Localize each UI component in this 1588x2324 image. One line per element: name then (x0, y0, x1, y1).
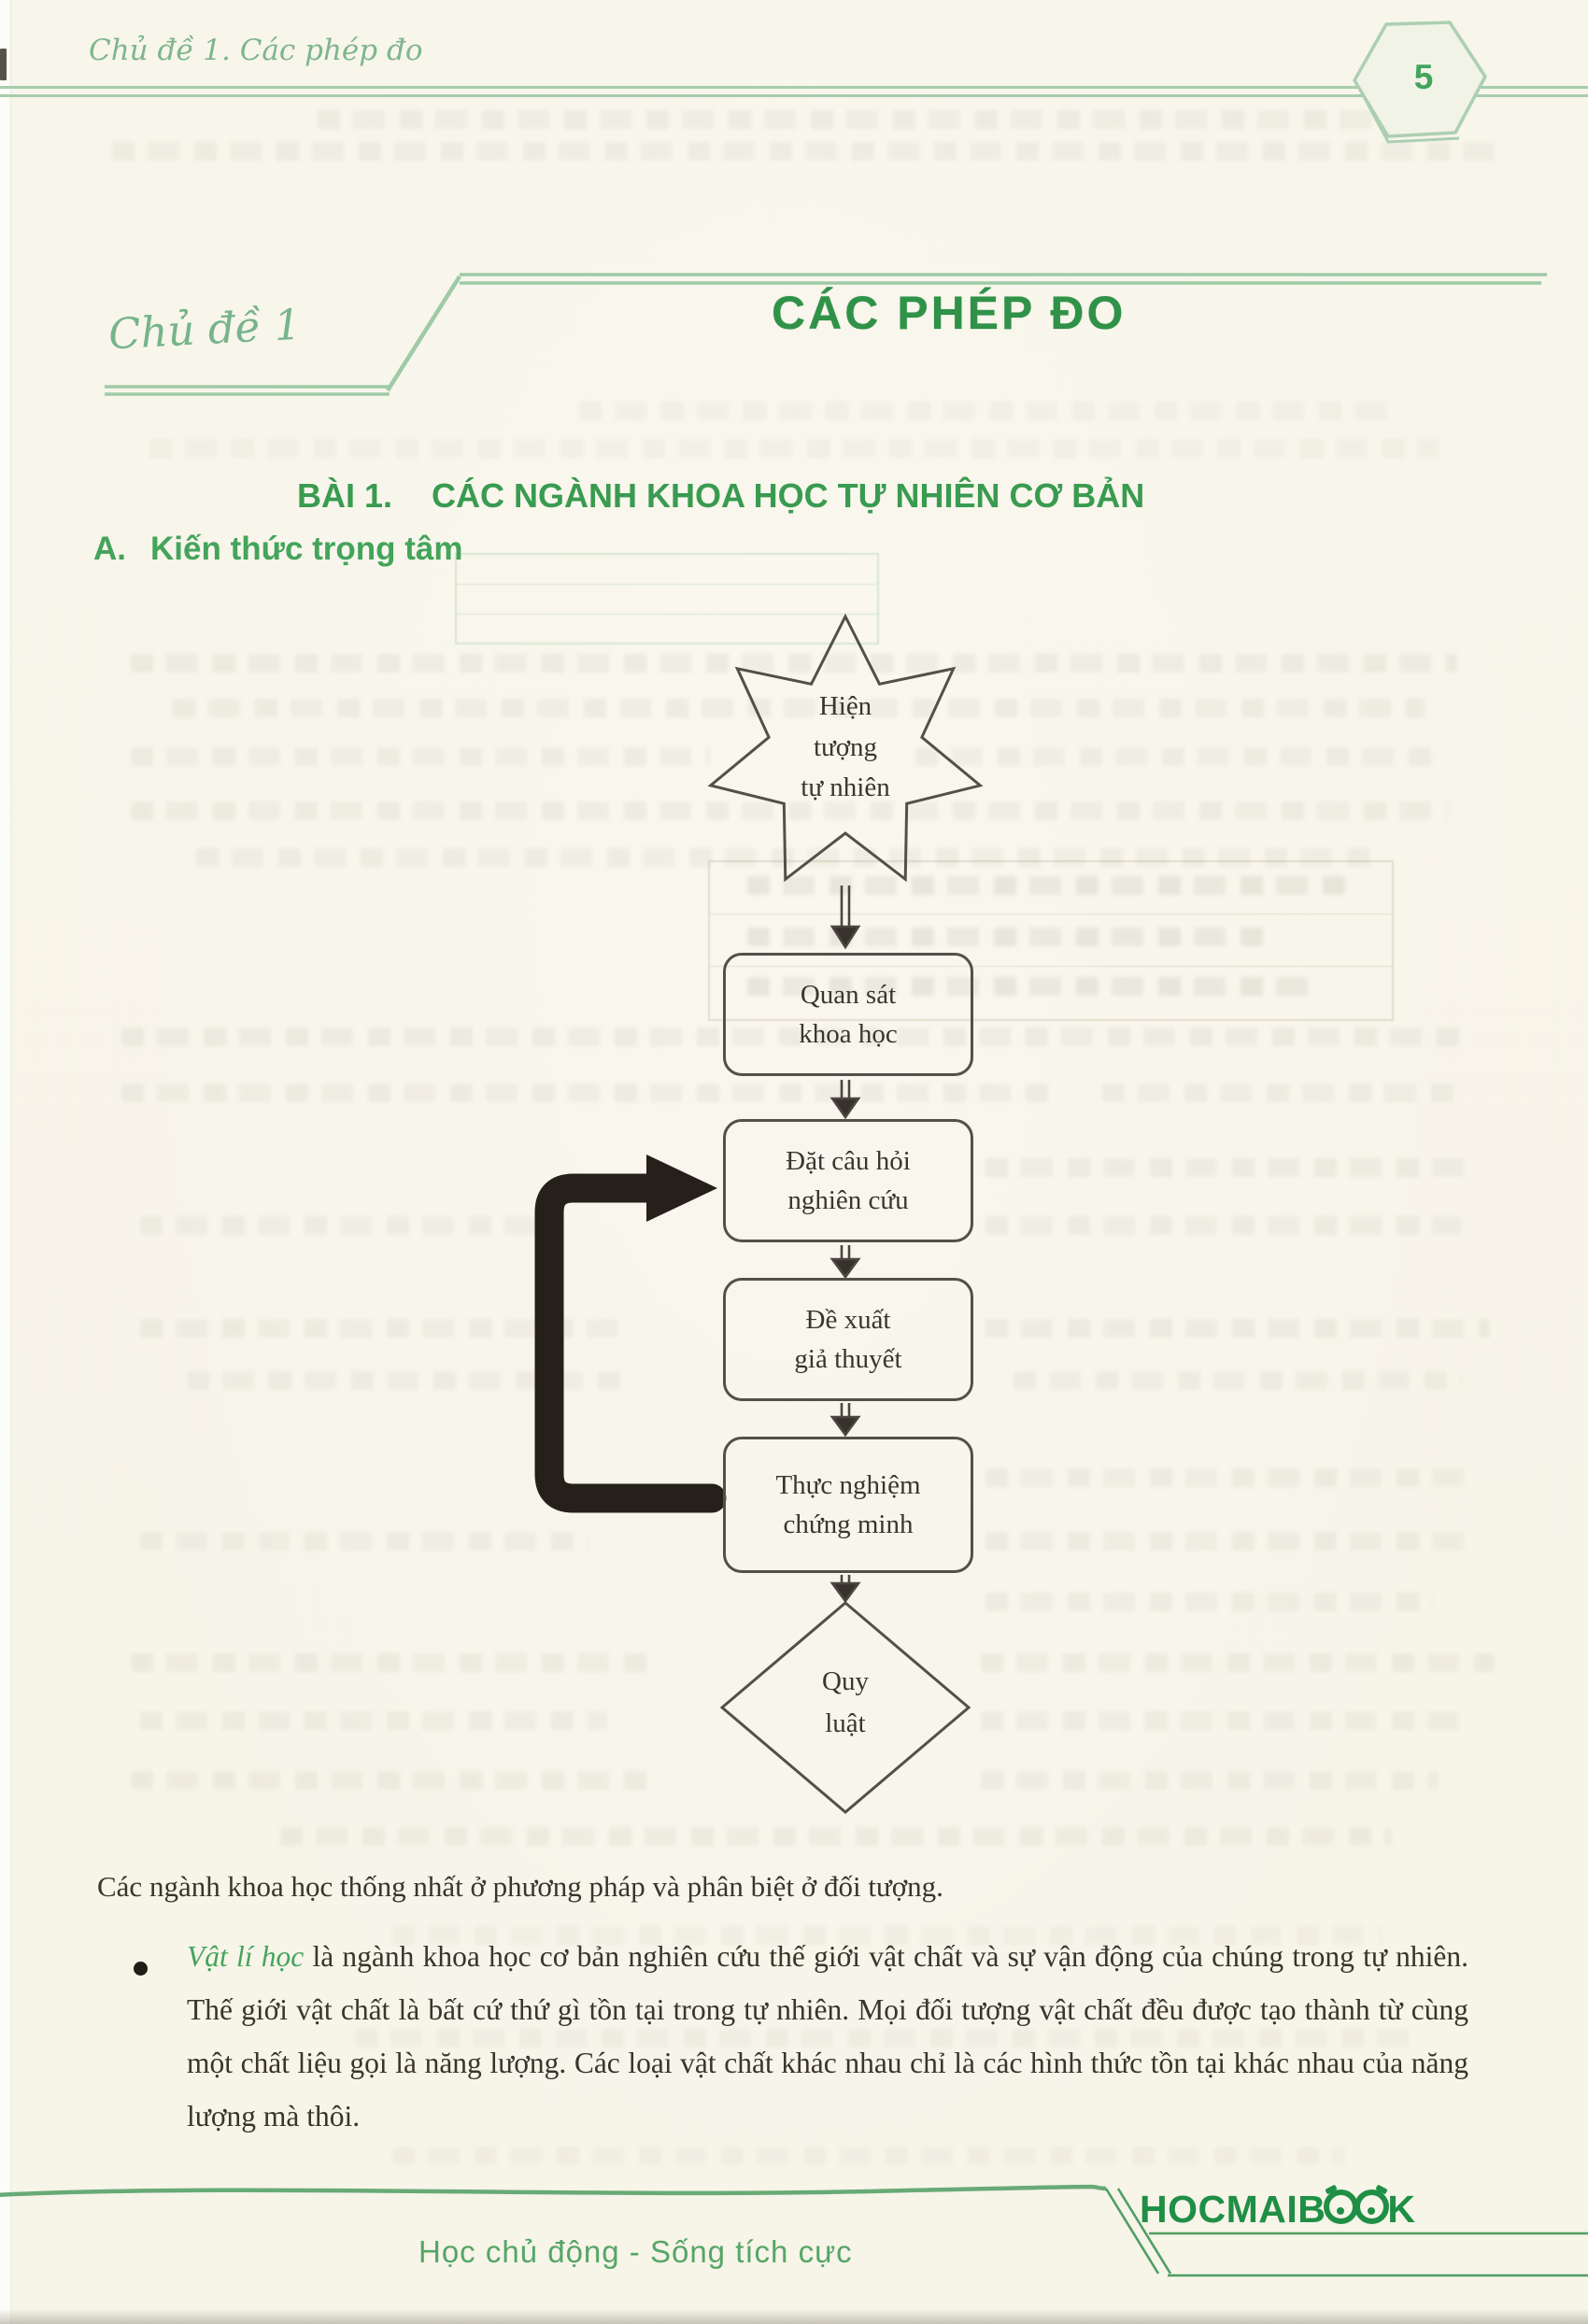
section-title: Kiến thức trọng tâm (150, 531, 463, 567)
bleedthrough-text-line (1102, 1084, 1457, 1102)
bleedthrough-text-line (140, 1319, 626, 1338)
lesson-heading (297, 476, 1144, 516)
star-label: Hiện tượng tự nhiên (801, 691, 890, 802)
section-letter: A. (93, 531, 126, 567)
bleedthrough-text-line (131, 1653, 654, 1672)
step-box-de-xuat: Đề xuất giả thuyết (723, 1278, 973, 1401)
page-number: 5 (1413, 58, 1434, 96)
step-box-thuc-nghiem: Thực nghiệm chứng minh (723, 1437, 973, 1573)
bleedthrough-text-line (915, 747, 1439, 766)
bleedthrough-text-line (392, 2147, 1345, 2165)
bleedthrough-text-line (1014, 1371, 1462, 1390)
bleedthrough-text-line (985, 1532, 1471, 1551)
bleedthrough-text-line (981, 1653, 1495, 1672)
bleedthrough-text-line (121, 1084, 1056, 1102)
bleedthrough-text-line (149, 439, 1439, 458)
bleedthrough-text-line (131, 654, 1457, 673)
bleedthrough-text-line (280, 1827, 1392, 1846)
owl-eye-icon (1354, 2189, 1389, 2224)
header-breadcrumb: Chủ đề 1. Các phép đo (89, 34, 423, 67)
bleedthrough-text-line (985, 1216, 1462, 1235)
bleedthrough-text-line (985, 1593, 1434, 1611)
brand-logo-text-left: HOCMAIB (1140, 2188, 1326, 2231)
bullet-item (187, 1930, 1468, 2143)
bleedthrough-text-line (131, 747, 710, 766)
bleedthrough-text-line (985, 1158, 1471, 1177)
bleedthrough-text-line (981, 1771, 1439, 1790)
bleedthrough-text-line (140, 1216, 560, 1235)
bullet-marker (134, 1962, 148, 1976)
bleedthrough-table-green (455, 553, 879, 645)
bleedthrough-text-line (196, 848, 1382, 867)
lesson-number: BÀI 1. (297, 476, 393, 515)
lesson-title: CÁC NGÀNH KHOA HỌC TỰ NHIÊN CƠ BẢN (432, 476, 1145, 515)
brand-logo (1140, 2188, 1415, 2232)
bleedthrough-text-line (985, 1468, 1471, 1487)
step-box-dat-cau-hoi: Đặt câu hỏi nghiên cứu (723, 1119, 973, 1242)
bleedthrough-text-line (318, 110, 1420, 129)
section-heading (93, 531, 463, 568)
bullet-text: là ngành khoa học cơ bản nghiên cứu thế giới vật chất và sự vận động của chúng trong tự nhiên. Thế giới vật chất là bất cứ thứ gì tồn tại trong tự nhiên. Mọi đối tượng vật chất đều được tạo thành từ cùng một chất liệu gọi là năng lượng. Các loại vật chất khác nhau chỉ là các hình thức tồn tại khác nhau của năng lượng mà thôi. (187, 1940, 1468, 2133)
bullet-term: Vật lí học (187, 1940, 305, 1973)
bleedthrough-text-line (747, 928, 1270, 946)
bleedthrough-text-line (985, 1319, 1490, 1338)
bleedthrough-text-line (981, 1711, 1467, 1730)
intro-paragraph: Các ngành khoa học thống nhất ở phương pháp và phân biệt ở đối tượng. (97, 1870, 943, 1903)
bleedthrough-text-line (112, 142, 1504, 161)
chapter-label: Chủ đề 1 (106, 299, 303, 360)
bleedthrough-text-line (140, 1711, 607, 1730)
brand-slogan: Học chủ động - Sống tích cực (418, 2234, 853, 2269)
bleedthrough-text-line (140, 1532, 588, 1551)
owl-eye-icon (1324, 2189, 1358, 2224)
bleedthrough-text-line (131, 1771, 654, 1790)
diamond-label: Quy luật (822, 1666, 869, 1738)
chapter-title: CÁC PHÉP ĐO (772, 287, 1127, 339)
step-box-quan-sat: Quan sát khoa học (723, 953, 973, 1076)
bleedthrough-text-line (187, 1371, 626, 1390)
bleedthrough-text-line (747, 876, 1345, 895)
brand-logo-text-right: K (1387, 2188, 1416, 2231)
